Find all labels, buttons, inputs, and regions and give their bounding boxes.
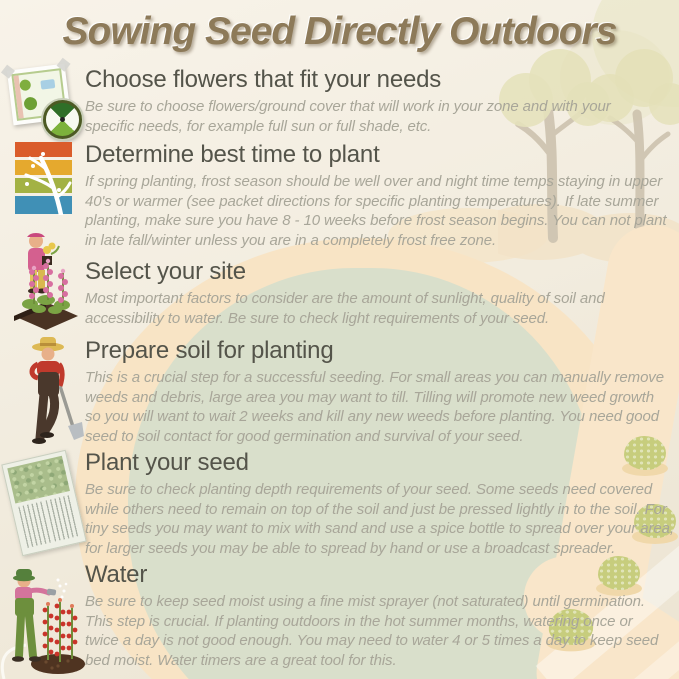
step-heading: Determine best time to plant (85, 141, 380, 168)
step-heading: Choose flowers that fit your needs (85, 66, 442, 93)
step-select-your-site (85, 258, 657, 328)
step-water (85, 561, 663, 670)
page-title: Sowing Seed Directly Outdoors (62, 10, 617, 53)
four-seasons-tree-icon (15, 142, 72, 215)
step-heading: Select your site (85, 258, 246, 285)
packet-text-lines (18, 502, 51, 548)
step-choose-flowers (85, 66, 660, 136)
step-prepare-soil (85, 337, 673, 446)
garden-plan-compass-icon (6, 60, 84, 140)
step-body: This is a crucial step for a successful seeding. For small areas you can manually remove weeds and debris, large area you may want to till. Tilling will promote new weed growth so you will want to wait 2 weeks and kill any new weeds before planting. You need good seed to soil contact for good germination and survival of your seed. (85, 369, 664, 445)
gardener-watering-icon (0, 558, 92, 679)
step-body: If spring planting, frost season should be well over and night time temps staying in upper 40's or warmer (see packet directions for specific planting temperatures). If late summer planting, make sure you have 8 - 10 weeks before frost season begins. You can not plant in late fall/winter unless you are in a completely frost free zone. (85, 173, 667, 249)
compass-icon (43, 100, 82, 139)
step-body: Be sure to check planting depth requirements of your seed. Some seeds need covered while others need to remain on top of the soil and just be pressed lightly in to the soil. For tiny seeds you may want to mix with sand and use a spice bottle to spread over your area, for larger seeds you may be able to spread by hand or use a broadcast spreader. (85, 481, 674, 557)
packet-text-lines (45, 495, 78, 541)
flower-bed-gardener-icon (6, 228, 86, 332)
step-plant-your-seed (85, 449, 679, 558)
step-heading: Plant your seed (85, 449, 249, 476)
step-body: Be sure to choose flowers/ground cover that will work in your zone and with your specific needs, for example full sun or full shade, etc. (85, 98, 611, 135)
step-determine-best-time (85, 141, 673, 250)
step-heading: Water (85, 561, 148, 588)
gardener-with-shovel-icon (10, 334, 88, 448)
step-body: Be sure to keep seed moist using a fine mist sprayer (not saturated) until germination. This step is crucial. If planting outdoors in the hot summer months, watering once or twice a day is not good enough. You may need to water 4 or 5 times a day to keep seed bed moist. Water timers are a great tool for this. (85, 593, 659, 669)
step-body: Most important factors to consider are the amount of sunlight, quality of soil and accessibility to water. Be sure to check light requirements of your seed. (85, 290, 605, 327)
step-heading: Prepare soil for planting (85, 337, 334, 364)
seed-packet-icon (4, 448, 84, 556)
